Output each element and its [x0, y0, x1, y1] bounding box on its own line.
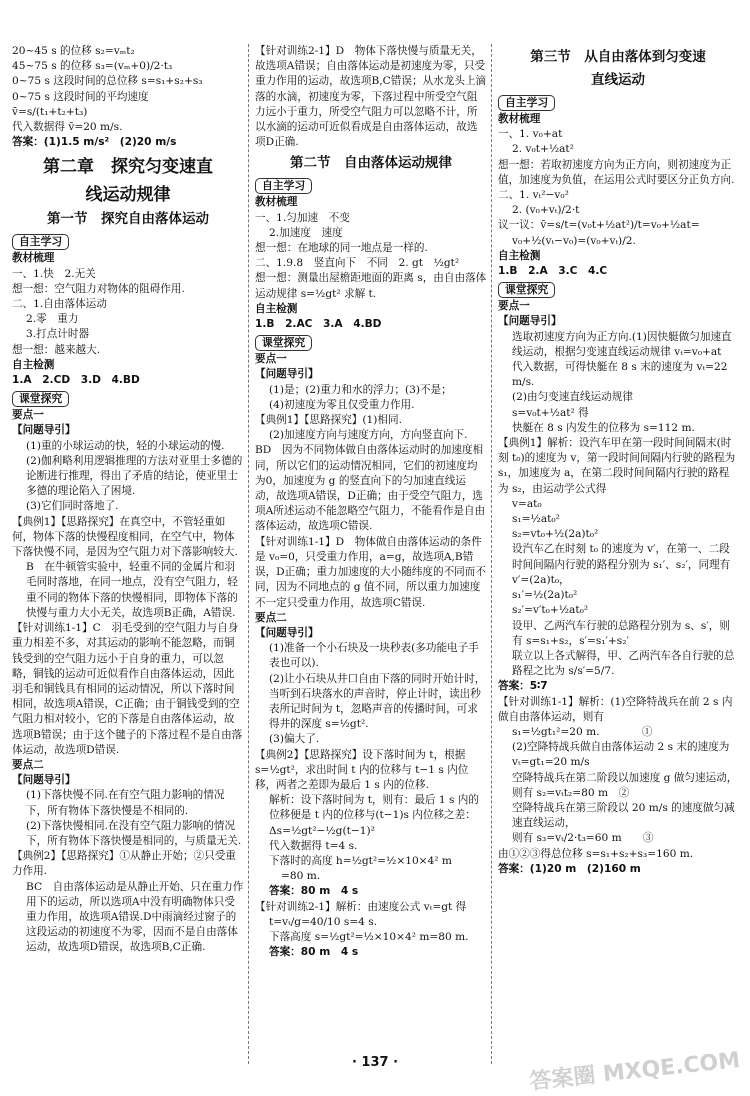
- text-line: 想一想：若取初速度方向为正方向，则初速度为正值，加速度为负值，在运用公式时要区分正负方向.: [498, 158, 735, 186]
- section-label-row: [12, 388, 244, 408]
- section-label-badge: 课堂探究: [498, 282, 555, 298]
- chapter-title: 第二章 探究匀变速直: [43, 157, 213, 178]
- text-line: 一、1. v₀+at: [498, 128, 563, 141]
- text-line: (2)下落快慢相同.在没有空气阻力影响的情况下，所有物体下落快慢是相同的，与质量无关.: [26, 819, 242, 847]
- text-line: 想一想：越来越大.: [12, 343, 101, 356]
- text-line: 【针对训练2-1】解析：由速度公式 vₜ=gt 得: [255, 900, 467, 913]
- text-line: 解析：设下落时间为 t，则有：最后 1 s 内的位移便是 t 内的位移与(t−1)s 内位移之差：: [269, 794, 479, 822]
- section-label-badge: 课堂探究: [255, 335, 312, 351]
- text-line: t=vₜ/g=40/10 s=4 s.: [269, 915, 378, 928]
- text-line: s₁′=½(2a)t₀²: [512, 589, 578, 602]
- section-label-row: [498, 92, 738, 112]
- text-line: 3.打点计时器: [26, 328, 90, 341]
- text-line: 一、1.快 2.无关: [12, 267, 96, 280]
- text-line: BC 自由落体运动是从静止开始、只在重力作用下的运动，所以选项A中没有明确物体只受重力作用，故选项A错误.D中雨滴经过窗子的这段运动的初速度不为零，因而不是自由落体运动，故选项D错误，故选项B,C正确.: [26, 880, 244, 954]
- text-line: s₁=½at₀²: [512, 513, 560, 526]
- text-line: (3)它们同时落地了.: [26, 500, 119, 513]
- text-line: 议一议：v̄=s/t=(v₀t+½at²)/t=v₀+½at=: [498, 219, 700, 232]
- text-line: 【针对训练1-1】C 羽毛受到的空气阻力与自身重力相差不多，对其运动的影响不能忽略，而铜钱受到的空气阻力远小于自身的重力，可以忽略，铜钱的运动可近似看作自由落体运动，因此羽毛和铜钱具有相同的运动情况，所以下落时间相同，故选项A错误，C正确；由于铜钱受到的空气阻力相对较小，它的下落是自由落体运动，故选项B错误；由于这个毽子的下落过程不是自由落体运动，故选项D错误.: [12, 622, 243, 756]
- text-line: 0~75 s 这段时间的总位移 s=s₁+s₂+s₃: [12, 75, 203, 88]
- bold-line: 要点一: [255, 353, 287, 366]
- chapter-title: 线运动规律: [85, 185, 171, 206]
- bold-line: 教材梳理: [498, 113, 541, 125]
- text-line: v₀+½(vₜ−v₀)=(v₀+vₜ)/2.: [512, 234, 636, 247]
- text-line: 选取初速度方向为正方向.(1)因快艇做匀加速直线运动，根据匀变速直线运动规律 vₜ=v₀+at: [512, 330, 732, 358]
- text-line: 二、1.9.8 竖直向下 不同 2. gt ½gt²: [255, 257, 460, 270]
- page-number: · 137 ·: [351, 1055, 399, 1070]
- text-line: 【典例2】【思路探究】设下落时间为 t，根据 s=½gt²，求出时间 t 内的位移与 t−1 s 内位移，两者之差即为最后 1 s 内的位移.: [255, 748, 469, 791]
- text-line: (1)是；(2)重力和水的浮力；(3)不是；: [269, 383, 452, 396]
- bold-line: 要点一: [498, 300, 530, 313]
- text-line: (1)准备一个小石块及一块秒表(多功能电子手表也可以).: [269, 642, 479, 670]
- bold-line: 教材梳理: [12, 252, 55, 265]
- section-title: 第三节 从自由落体到匀变速: [530, 49, 706, 65]
- section-label-row: [498, 279, 738, 299]
- text-line: (2)伽利略利用逻辑推理的方法对亚里士多德的论断进行推理，得出了矛盾的结论，使亚里士多德的理论陷入了困境.: [26, 454, 243, 498]
- bold-line: 自主检测: [12, 358, 55, 371]
- bold-line: 答案：5∶7: [498, 680, 548, 693]
- bold-line: 【问题导引】: [498, 315, 562, 328]
- section-label-row: [255, 332, 487, 352]
- text-line: 【典例1】【思路探究】在真空中，不管轻重如何，物体下落的快慢程度相同，在空气中，物体下落快慢不同，是因为空气阻力对下落影响较大.: [12, 515, 238, 559]
- section-title: 第二节 自由落体运动规律: [290, 155, 452, 172]
- text-line: 二、1.自由落体运动: [12, 298, 107, 311]
- text-line: s₁=½gt₁²=20 m. ①: [512, 725, 653, 738]
- text-line: (3)偏大了.: [269, 733, 320, 746]
- text-line: s₂′=v′t₀+½at₀²: [512, 604, 589, 617]
- text-line: 想一想：空气阻力对物体的阻碍作用.: [12, 282, 185, 295]
- text-line: 代入数据得 v̄=20 m/s.: [12, 121, 123, 134]
- text-line: 空降特战兵在第二阶段以加速度 g 做匀速运动，则有 s₂=vₜt₂=80 m ②: [512, 771, 738, 799]
- column-middle: [255, 44, 487, 960]
- text-line: 【针对训练2-1】D 物体下落快慢与质量无关，故选项A错误；自由落体运动是初速度为零，只受重力作用的运动，故选项B,C错误；从水龙头上滴落的水滴，初速度为零，下落过程中所受空气阻力远小于重力，所受空气阻力可以忽略不计，所以水滴的运动可近似看成是自由落体运动，故选项D正确.: [255, 45, 487, 149]
- bold-line: 答案：(1)1.5 m/s² (2)20 m/s: [12, 136, 177, 149]
- section-label-row: [255, 175, 487, 195]
- text-line: (2)由匀变速直线运动规律: [512, 391, 633, 404]
- column-divider: [248, 44, 249, 1064]
- bold-line: 要点二: [12, 758, 44, 771]
- text-line: 45~75 s 的位移 s₃=(vₘ+0)/2·t₃: [12, 60, 173, 73]
- bold-line: 【问题导引】: [12, 774, 76, 787]
- text-line: 0~75 s 这段时间的平均速度: [12, 90, 149, 103]
- section-label-row: [12, 231, 244, 251]
- watermark-logo: 答案圈 MXQE.COM: [528, 1048, 741, 1095]
- text-line: (2)空降特战兵做自由落体运动 2 s 末的速度为: [512, 741, 730, 754]
- text-line: BD 因为不同物体做自由落体运动时的加速度相同，所以它们的运动情况相同，它们的初速度均为0，加速度为 g 的竖直向下的匀加速直线运动，故选项A错误，D正确；由于受空气阻力，选项A所述运动不能忽略空气阻力，不能看作是自由落体运动，故选项C错误.: [255, 444, 486, 533]
- column-right: [498, 44, 738, 877]
- text-line: (2)让小石块从井口自由下落的同时开始计时，当听到石块落水的声音时，停止计时，读出秒表所记时间为 t，忽略声音的传播时间，可求得井的深度 s=½gt².: [269, 672, 486, 731]
- text-line: 则有 s₃=vₜ/2·t₃=60 m ③: [512, 832, 654, 845]
- bold-line: 【问题导引】: [255, 626, 319, 639]
- section-title: 直线运动: [591, 72, 645, 88]
- section-label-badge: 课堂探究: [12, 391, 69, 407]
- bold-line: 【问题导引】: [255, 368, 319, 381]
- text-line: =80 m.: [281, 870, 321, 883]
- text-line: 2. (v₀+vₜ)/2·t: [512, 204, 580, 217]
- text-line: 一、1.匀加速 不变: [255, 211, 350, 224]
- section-label-badge: 自主学习: [498, 95, 555, 111]
- text-line: 2. v₀t+½at²: [512, 143, 574, 156]
- text-line: 20~45 s 的位移 s₂=vₘt₂: [12, 45, 135, 57]
- text-line: vₜ=gt₁=20 m/s: [512, 756, 590, 769]
- text-line: 下落高度 s=½gt²=½×10×4² m=80 m.: [269, 930, 469, 943]
- text-line: 想一想：在地球的同一地点是一样的.: [255, 242, 428, 255]
- text-line: 联立以上各式解得，甲、乙两汽车各自行驶的总路程之比为 s/s′=5/7.: [512, 649, 735, 678]
- text-line: 二、1. vₜ²−v₀²: [498, 189, 569, 202]
- bold-line: 自主检测: [498, 249, 541, 262]
- text-line: (2)加速度方向与速度方向，方向竖直向下.: [269, 429, 468, 442]
- text-line: 2.加速度 速度: [269, 226, 343, 239]
- text-line: 由①②③得总位移 s=s₁+s₂+s₃=160 m.: [498, 847, 694, 860]
- column-divider: [491, 44, 492, 1064]
- text-line: 【典例2】【思路探究】①从静止开始；②只受重力作用.: [12, 850, 236, 878]
- text-line: (4)初速度为零且仅受重力作用.: [269, 398, 415, 411]
- bold-line: 要点一: [12, 409, 44, 422]
- text-line: 快艇在 8 s 内发生的位移为 s=112 m.: [512, 421, 695, 434]
- bold-line: 1.B 2.A 3.C 4.C: [498, 265, 608, 278]
- text-line: 空降特战兵在第三阶段以 20 m/s 的速度做匀减速直线运动，: [512, 801, 735, 830]
- column-left: [12, 44, 244, 956]
- bold-line: 1.B 2.AC 3.A 4.BD: [255, 318, 382, 331]
- text-line: 【典例1】解析：设汽车甲在第一段时间间隔末(时刻 t₀)的速度为 v，第一段时间间隔内行驶的路程为 s₁，加速度为 a，在第二段时间间隔内行驶的路程为 s₂，由运动学公式得: [498, 437, 736, 495]
- bold-line: 【问题导引】: [12, 424, 76, 437]
- text-line: 代入数据，可得快艇在 8 s 末的速度为 vₜ=22 m/s.: [512, 361, 728, 389]
- bold-line: 答案：80 m 4 s: [269, 946, 359, 959]
- text-line: 2.零 重力: [26, 313, 79, 326]
- bold-line: 答案：80 m 4 s: [269, 885, 359, 898]
- bold-line: 1.A 2.CD 3.D 4.BD: [12, 374, 140, 387]
- text-line: 代入数据得 t=4 s.: [269, 839, 358, 852]
- section-title: 第一节 探究自由落体运动: [47, 211, 209, 228]
- section-label-badge: 自主学习: [12, 234, 69, 250]
- text-line: 【典例1】【思路探究】(1)相同.: [255, 414, 402, 427]
- bold-line: 答案：(1)20 m (2)160 m: [498, 862, 641, 875]
- text-line: 【针对训练1-1】解析：(1)空降特战兵在前 2 s 内做自由落体运动，则有: [498, 695, 733, 723]
- text-line: s₂=vt₀+½(2a)t₀²: [512, 528, 599, 541]
- bold-line: 教材梳理: [255, 196, 298, 209]
- text-line: s=v₀t+½at² 得: [512, 406, 589, 419]
- text-line: 【针对训练1-1】D 物体做自由落体运动的条件是 v₀=0，只受重力作用，a=g，故选项A,B错误，D正确；重力加速度的大小随纬度的不同而不同，因为不同地点的 g 值不同，所以重力加速度不一定只受重力作用，故选项C错误.: [255, 535, 486, 609]
- text-line: (1)重的小球运动的快，轻的小球运动的慢.: [26, 439, 225, 452]
- text-line: v=at₀: [512, 497, 542, 510]
- text-line: B 在牛顿管实验中，轻重不同的金属片和羽毛同时落地，在同一地点，没有空气阻力，轻重不同的物体下落的快慢相同，即物体下落的快慢与重力大小无关，故选项B正确，A错误.: [26, 561, 238, 619]
- text-line: v̄=s/(t₁+t₂+t₃): [12, 105, 88, 118]
- bold-line: 要点二: [255, 611, 287, 624]
- text-line: 设甲、乙两汽车行驶的总路程分别为 s、s′，则有 s=s₁+s₂，s′=s₁′+s₂′: [512, 619, 730, 647]
- text-line: 下落时的高度 h=½gt²=½×10×4² m: [269, 854, 452, 867]
- text-line: (1)下落快慢不同.在有空气阻力影响的情况下，所有物体下落快慢是不相同的.: [26, 789, 225, 817]
- text-line: 设汽车乙在时刻 t₀ 的速度为 v′，在第一、二段时间间隔内行驶的路程分别为 s₁′、s₂′，同理有 v′=(2a)t₀，: [512, 543, 731, 586]
- section-label-badge: 自主学习: [255, 178, 312, 194]
- bold-line: 自主检测: [255, 302, 298, 315]
- text-line: 想一想：测量出屋檐距地面的距离 s，由自由落体运动规律 s=½gt² 求解 t.: [255, 272, 487, 300]
- text-line: Δs=½gt²−½g(t−1)²: [269, 824, 375, 837]
